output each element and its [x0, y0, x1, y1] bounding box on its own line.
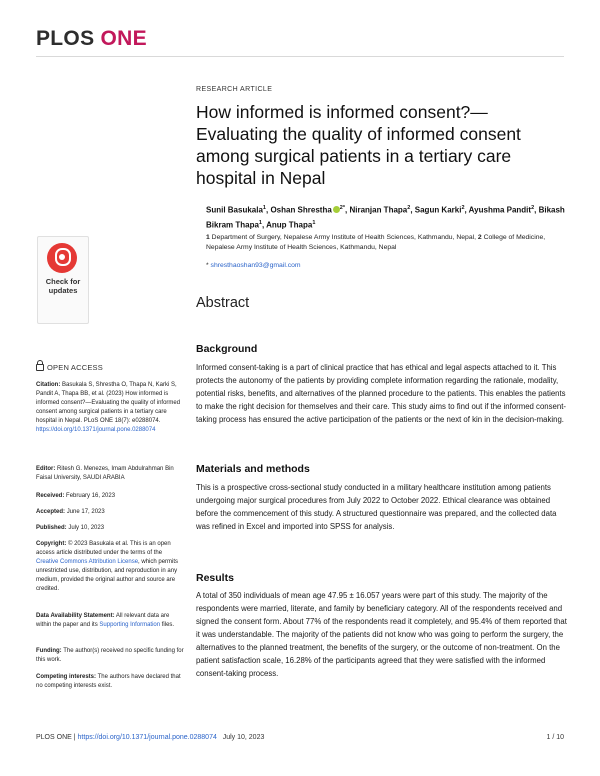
published-date: July 10, 2023	[68, 525, 105, 531]
supporting-info-link[interactable]: Supporting Information	[99, 622, 161, 628]
data-availability-label: Data Availability Statement:	[36, 613, 115, 619]
section-heading-background: Background	[196, 343, 258, 355]
license-link[interactable]: Creative Commons Attribution License	[36, 559, 139, 565]
funding-label: Funding:	[36, 648, 62, 654]
received-block	[36, 492, 186, 501]
accepted-block	[36, 508, 186, 517]
citation-block	[36, 381, 186, 435]
author-name[interactable]: Ayushma Pandit	[468, 205, 532, 215]
citation-label: Citation:	[36, 382, 61, 388]
author-name[interactable]: Sagun Karki	[414, 205, 462, 215]
page-number: 1 / 10	[546, 734, 564, 741]
editor-label: Editor:	[36, 466, 56, 472]
section-text-methods: This is a prospective cross-sectional study conducted in a military healthcare institution among patients undergoing major surgical procedures from July 2022 to October 2022. Ethical clearance was obtained before the commencement of this study. A structured questionnaire was prepared, and the collected data was refined in Excel and imported into SPSS for analysis.	[196, 483, 557, 531]
section-text-background: Informed consent-taking is a part of clinical practice that has ethical and legal aspects attached to it. This protects the autonomy of the patients by providing complete information regarding the rationale, modality, potential risks, benefits, and alternatives of the planned procedure to the patients. This enables the patients to make the right decision for themselves and their care. This study aims to find out if the informed consent-taking process has ensured the active participation of the patients or the next of kin in the decision-making.	[196, 363, 566, 424]
copyright-block	[36, 540, 186, 594]
editor-block	[36, 465, 186, 483]
competing-interests-text: The authors have declared that no competing interests exist.	[36, 674, 181, 689]
author-affiliation-sup: 1	[258, 219, 262, 226]
open-access-text: OPEN ACCESS	[47, 363, 103, 372]
section-text-results: A total of 350 individuals of mean age 47.95 ± 16.057 years were part of this study. The majority of the respondents were married, literate, and family by beneficiary category. All of the respondents received and signed the consent form. About 77% of the respondents read it completely, and 95.4% of them reported that it was understandable. The majority of the patients did not know who was going to perform the surgery, the alternatives to the planned treatment, the benefits of the surgery, or the outcome of non-treatment. On the patient satisfaction scale, 16.28% of the participants agreed that they were satisfied with the informed consent-taking process.	[196, 591, 567, 678]
article-type: RESEARCH ARTICLE	[196, 86, 273, 93]
author-name[interactable]: Bikash Bikram Thapa	[206, 205, 565, 230]
section-heading-results: Results	[196, 572, 234, 584]
logo-plos: PLOS	[36, 27, 95, 50]
received-label: Received:	[36, 493, 65, 499]
footer-doi-link[interactable]: https://doi.org/10.1371/journal.pone.0288074	[77, 734, 217, 741]
author-affiliation-sup: 2	[461, 205, 465, 211]
footer-journal: PLOS ONE	[36, 734, 72, 741]
journal-logo	[36, 27, 147, 51]
author-affiliation-sup: 1	[262, 205, 266, 211]
article-title: How informed is informed consent?—Evaluating the quality of informed consent among surgical patients in a tertiary care hospital in Nepal	[196, 102, 521, 188]
logo-one: ONE	[100, 27, 147, 50]
abstract-heading: Abstract	[196, 295, 250, 311]
email-marker: *	[206, 262, 209, 269]
citation-doi-link[interactable]: https://doi.org/10.1371/journal.pone.0288074	[36, 427, 156, 433]
email-link[interactable]: shresthaoshan93@gmail.com	[210, 262, 301, 269]
author-affiliation-sup: 1	[312, 219, 316, 226]
accepted-date: June 17, 2023	[66, 509, 105, 515]
page-footer	[36, 734, 264, 741]
data-availability-text: All relevant data are within the paper and its	[36, 613, 170, 628]
author-name[interactable]: Sunil Basukala	[206, 205, 263, 215]
orcid-icon[interactable]	[333, 206, 340, 213]
affiliation-number: 1	[206, 234, 210, 241]
footer-separator: |	[73, 734, 76, 741]
footer-date: July 10, 2023	[222, 734, 265, 741]
competing-interests-block	[36, 673, 186, 691]
affiliation-1: Department of Surgery, Nepalese Army Institute of Health Sciences, Kathmandu, Nepal,	[211, 234, 477, 241]
corresponding-email	[206, 262, 301, 269]
affiliation-2: College of Medicine, Nepalese Army Institute of Health Sciences, Kathmandu, Nepal	[206, 234, 546, 251]
author-affiliation-sup: 2	[531, 205, 535, 211]
open-access-label	[36, 363, 103, 372]
copyright-text-end: , which permits unrestricted use, distribution, and reproduction in any medium, provided the original author and source are credited.	[36, 559, 179, 592]
check-for-updates-badge[interactable]	[37, 236, 89, 324]
check-updates-label: Check for updates	[45, 277, 81, 295]
affiliations	[206, 233, 566, 253]
author-affiliation-sup: 2	[407, 205, 411, 211]
corresponding-marker: *	[342, 205, 345, 211]
check-updates-icon	[47, 243, 77, 273]
author-affiliation-sup: 2	[339, 205, 343, 211]
author-name[interactable]: Anup Thapa	[266, 220, 313, 230]
open-lock-icon	[36, 364, 44, 371]
published-label: Published:	[36, 525, 67, 531]
citation-text: Basukala S, Shrestha O, Thapa N, Karki S, Pandit A, Thapa BB, et al. (2023) How informed is informed consent?—Evaluating the quality of informed consent among surgical patients in a tertiary care hospital in Nepal. PLoS ONE 18(7): e0288074.	[36, 382, 181, 424]
header-divider	[36, 56, 564, 57]
data-availability-end: files.	[161, 622, 175, 628]
affiliation-number: 2	[477, 234, 482, 241]
funding-text: The author(s) received no specific funding for this work.	[36, 648, 184, 663]
received-date: February 16, 2023	[66, 493, 116, 499]
editor-text: Ritesh G. Menezes, Imam Abdulrahman Bin Faisal University, SAUDI ARABIA	[36, 466, 174, 481]
author-name[interactable]: Oshan Shrestha	[270, 205, 332, 215]
published-block	[36, 524, 186, 533]
author-list: Sunil Basukala$^1$, Oshan Shrestha $^{2*}$, Niranjan Thapa$^2$, Sagun Karki$^2$, Ayushma Pandit$^2$, Bikash Bikram Thapa$^1$, Anup Thapa$^1$	[206, 205, 565, 230]
author-name[interactable]: Niranjan Thapa	[349, 205, 408, 215]
accepted-label: Accepted:	[36, 509, 66, 515]
competing-interests-label: Competing interests:	[36, 674, 97, 680]
copyright-label: Copyright:	[36, 541, 67, 547]
funding-block	[36, 647, 186, 665]
section-heading-methods: Materials and methods	[196, 463, 310, 475]
data-availability-block	[36, 612, 186, 630]
copyright-text: © 2023 Basukala et al. This is an open access article distributed under the terms of the	[36, 541, 171, 556]
